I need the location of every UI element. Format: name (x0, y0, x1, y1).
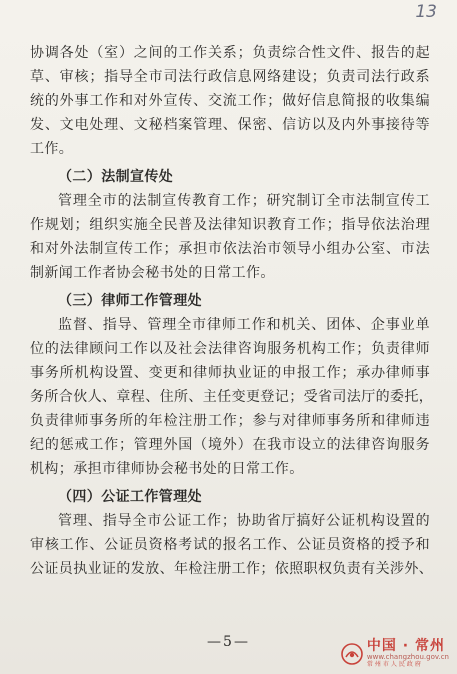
watermark-name: 中国 · 常州 (366, 638, 445, 654)
page-corner-mark: 13 (415, 2, 437, 22)
text-line: 草、审核；指导全市司法行政信息网络建设；负责司法行政系 (30, 69, 430, 85)
text-line: 管理全市的法制宣传教育工作；研究制订全市法制宣传工 (58, 193, 430, 209)
text-line: 制新闻工作者协会秘书处的日常工作。 (30, 265, 275, 281)
text-line: 统的外事工作和对外宣传、交流工作；做好信息简报的收集编 (30, 93, 430, 109)
text-line: 位的法律顾问工作以及社会法律咨询服务机构工作；负责律师 (30, 341, 430, 357)
watermark-url: www.changzhou.gov.cn (366, 653, 449, 661)
text-line: 工作。 (30, 141, 74, 157)
text-line: 监督、指导、管理全市律师工作和机关、团体、企事业单 (58, 317, 430, 333)
section-heading: （三）律师工作管理处 (58, 293, 202, 309)
page-number: —5— (207, 634, 250, 650)
text-line: 和对外法制宣传工作；承担市依法治市领导小组办公室、市法 (30, 241, 430, 257)
site-watermark (341, 639, 449, 668)
text-line: 发、文电处理、文秘档案管理、保密、信访以及内外事接待等 (30, 117, 430, 133)
city-logo-icon (341, 643, 363, 665)
text-line: 事务所机构设置、变更和律师执业证的申报工作；承办律师事 (30, 365, 430, 381)
section-heading: （二）法制宣传处 (58, 169, 174, 185)
text-line: 协调各处（室）之间的工作关系；负责综合性文件、报告的起 (30, 45, 430, 61)
document-body (30, 44, 434, 584)
text-line: 管理、指导全市公证工作；协助省厅搞好公证机构设置的 (58, 513, 430, 529)
text-line: 作规划；组织实施全民普及法律知识教育工作；指导依法治理 (30, 217, 430, 233)
watermark-subtitle: 常州市人民政府 (366, 661, 423, 668)
section-heading: （四）公证工作管理处 (58, 489, 202, 505)
text-line: 负责律师事务所的年检注册工作；参与对律师事务所和律师违 (30, 413, 430, 429)
text-line: 务所合伙人、章程、住所、主任变更登记；受省司法厅的委托， (30, 389, 434, 405)
text-line: 机构；承担市律师协会秘书处的日常工作。 (30, 461, 304, 477)
text-line: 公证员执业证的发放、年检注册工作；依照职权负责有关涉外、 (30, 561, 434, 577)
text-line: 审核工作、公证员资格考试的报名工作、公证员资格的授予和 (30, 537, 430, 553)
text-line: 纪的惩戒工作；管理外国（境外）在我市设立的法律咨询服务 (30, 437, 430, 453)
